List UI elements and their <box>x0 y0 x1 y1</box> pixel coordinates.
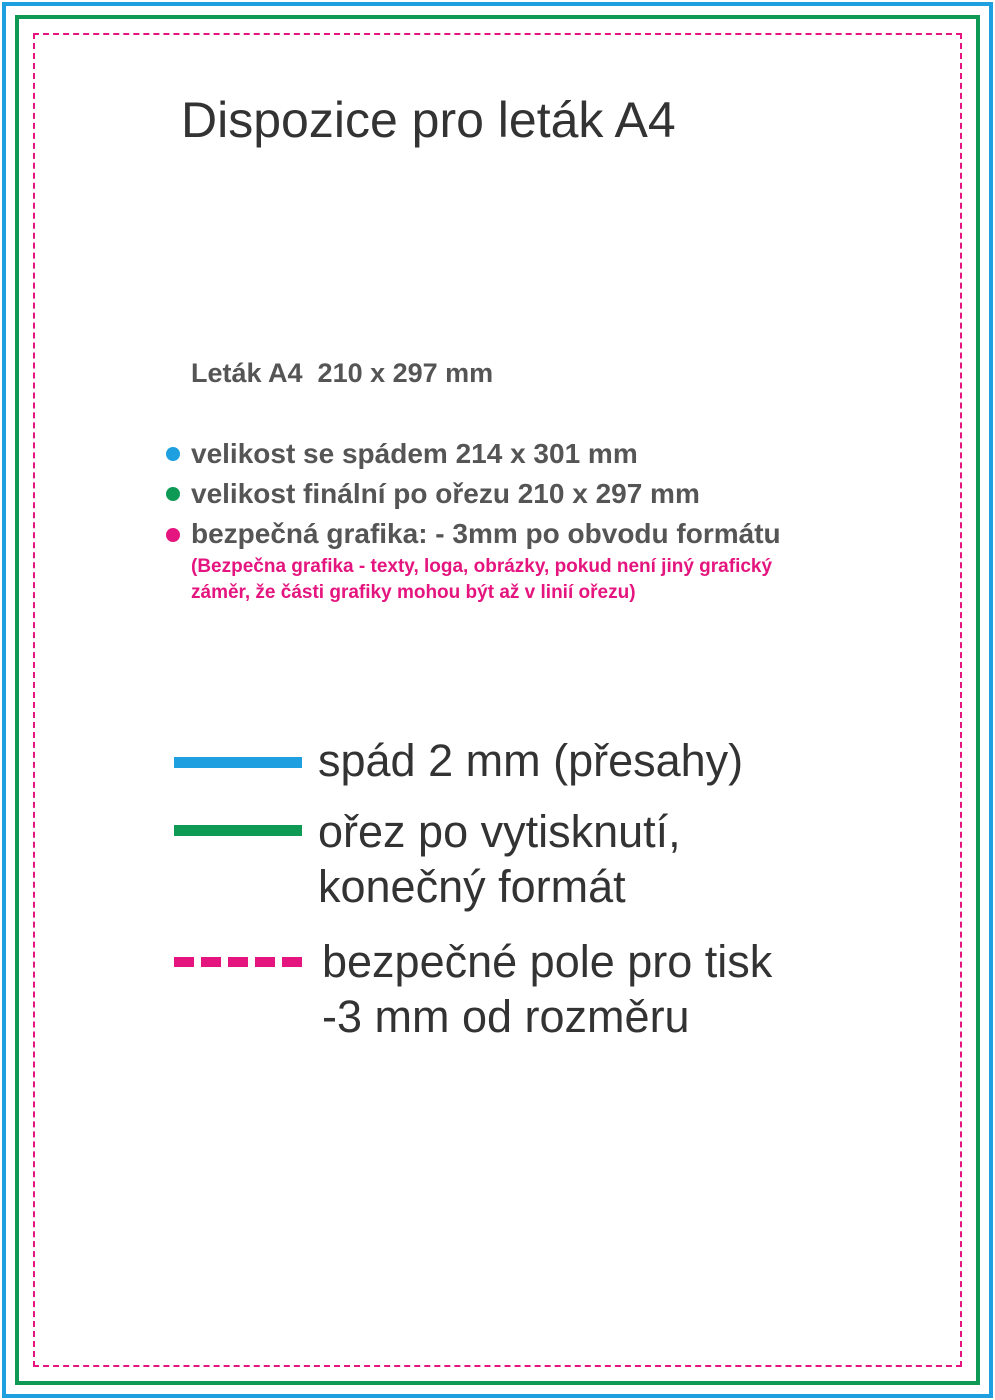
legend-bleed-label: spád 2 mm (přesahy) <box>318 735 744 786</box>
spec-safe-graphics: bezpečná grafika: - 3mm po obvodu formátu <box>191 518 781 549</box>
safe-area-legend-dashes <box>174 957 302 967</box>
bleed-legend-line <box>174 757 302 768</box>
blue-bullet-icon <box>166 447 180 461</box>
page-title: Dispozice pro leták A4 <box>181 92 676 148</box>
format-subtitle: Leták A4 210 x 297 mm <box>191 358 494 388</box>
safe-area-frame <box>33 33 962 1367</box>
legend-safe-area-label-line-1: bezpečné pole pro tisk <box>322 936 773 987</box>
magenta-bullet-icon <box>166 528 180 542</box>
legend-trim-label-line-1: ořez po vytisknutí, <box>318 806 681 857</box>
green-bullet-icon <box>166 487 180 501</box>
safe-graphics-note-line-1: (Bezpečna grafika - texty, loga, obrázky, pokud není jiný grafický <box>191 556 773 577</box>
spec-final-size: velikost finální po ořezu 210 x 297 mm <box>191 478 700 509</box>
legend-trim-label-line-2: konečný formát <box>318 861 626 912</box>
safe-graphics-note-line-2: záměr, že části grafiky mohou být až v linií ořezu) <box>191 582 636 603</box>
legend-safe-area-label-line-2: -3 mm od rozměru <box>322 991 690 1042</box>
trim-legend-line <box>174 825 302 836</box>
spec-bleed-size: velikost se spádem 214 x 301 mm <box>191 438 638 469</box>
